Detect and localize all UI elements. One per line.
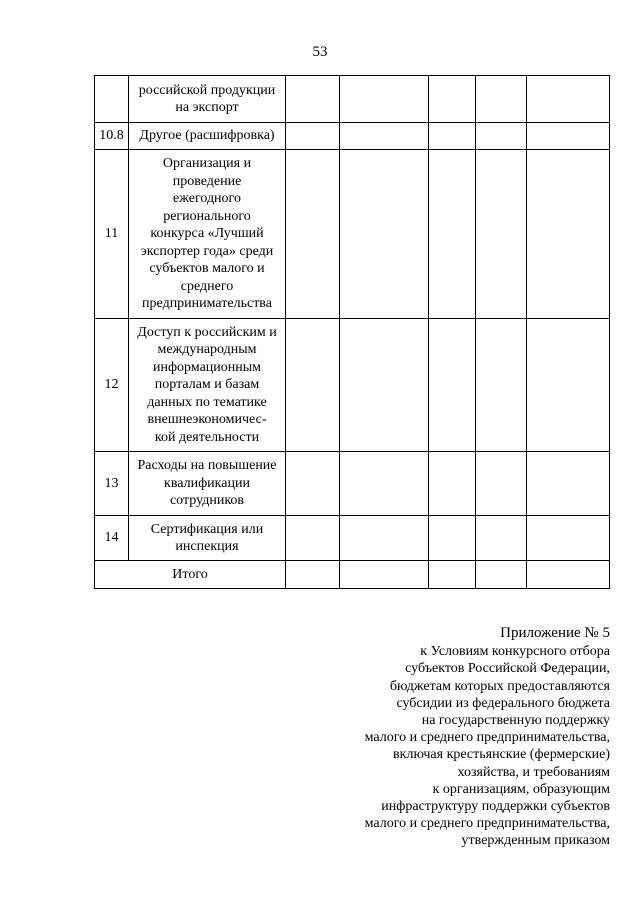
appendix-line: утвержденным приказом — [461, 833, 610, 849]
appendix-line: инфраструктуру поддержки субъектов — [381, 799, 610, 815]
budget-table — [94, 75, 610, 589]
empty-cell — [429, 319, 476, 452]
empty-cell — [527, 123, 610, 150]
table-row — [95, 319, 610, 452]
empty-cell — [340, 561, 429, 589]
row-name — [129, 123, 286, 150]
empty-cell — [286, 516, 340, 561]
empty-cell — [429, 123, 476, 150]
empty-cell — [340, 123, 429, 150]
page-number: 53 — [312, 44, 328, 60]
row-number: 10.8 — [95, 123, 129, 150]
row-name — [129, 516, 286, 561]
empty-cell — [340, 516, 429, 561]
empty-cell — [340, 319, 429, 452]
empty-cell — [429, 561, 476, 589]
row-name-text: российской продукции на экспорт — [138, 82, 276, 115]
row-name-text: Расходы на повышение квалификации сотрудников — [137, 458, 277, 509]
row-name — [129, 150, 286, 319]
empty-cell — [340, 150, 429, 319]
empty-cell — [476, 319, 527, 452]
empty-cell — [429, 452, 476, 516]
row-number: 11 — [95, 150, 129, 319]
appendix-line: к организациям, образующим — [432, 781, 610, 797]
empty-cell — [527, 76, 610, 123]
empty-cell — [527, 150, 610, 319]
total-label: Итого — [95, 561, 286, 589]
empty-cell — [476, 516, 527, 561]
appendix-title: Приложение № 5 — [500, 625, 610, 641]
appendix-line: к Условиям конкурсного отбора — [420, 644, 610, 660]
empty-cell — [527, 516, 610, 561]
empty-cell — [286, 76, 340, 123]
empty-cell — [429, 150, 476, 319]
empty-cell — [429, 76, 476, 123]
empty-cell — [286, 561, 340, 589]
table-row — [95, 123, 610, 150]
row-name-text: Другое (расшифровка) — [139, 128, 275, 144]
row-name-text: Сертификация или инспекция — [150, 521, 264, 554]
empty-cell — [286, 452, 340, 516]
appendix-line: включая крестьянские (фермерские) — [393, 747, 610, 763]
empty-cell — [429, 516, 476, 561]
appendix-header — [270, 625, 610, 850]
row-name — [129, 452, 286, 516]
row-number: 14 — [95, 516, 129, 561]
row-number: 13 — [95, 452, 129, 516]
empty-cell — [286, 123, 340, 150]
table-row — [95, 516, 610, 561]
appendix-line: на государственную поддержку — [421, 713, 610, 729]
empty-cell — [527, 319, 610, 452]
row-name — [129, 76, 286, 123]
table-row — [95, 452, 610, 516]
table-row — [95, 150, 610, 319]
table-row — [95, 76, 610, 123]
empty-cell — [527, 452, 610, 516]
appendix-line: субсидии из федерального бюджета — [396, 695, 610, 711]
row-number — [95, 76, 129, 123]
row-number: 12 — [95, 319, 129, 452]
row-name — [129, 319, 286, 452]
empty-cell — [476, 76, 527, 123]
appendix-line: малого и среднего предпринимательства, — [364, 730, 610, 746]
empty-cell — [340, 452, 429, 516]
row-name-text: Организация и проведение ежегодного регионального конкурса «Лучший экспортер года» среди субъектов малого и среднего предпринимательства — [140, 156, 274, 312]
row-name-text: Доступ к российским и международным информационным порталам и базам данных по тематике внешнеэкономичес- кой деятельности — [137, 324, 277, 445]
empty-cell — [286, 319, 340, 452]
appendix-line: бюджетам которых предоставляются — [389, 678, 610, 694]
appendix-line: хозяйства, и требованиям — [457, 764, 610, 780]
empty-cell — [476, 150, 527, 319]
empty-cell — [286, 150, 340, 319]
appendix-line: субъектов Российской Федерации, — [405, 661, 610, 677]
empty-cell — [476, 123, 527, 150]
empty-cell — [476, 452, 527, 516]
appendix-line: малого и среднего предпринимательства, — [364, 816, 610, 832]
empty-cell — [527, 561, 610, 589]
empty-cell — [476, 561, 527, 589]
empty-cell — [340, 76, 429, 123]
total-row — [95, 561, 610, 589]
